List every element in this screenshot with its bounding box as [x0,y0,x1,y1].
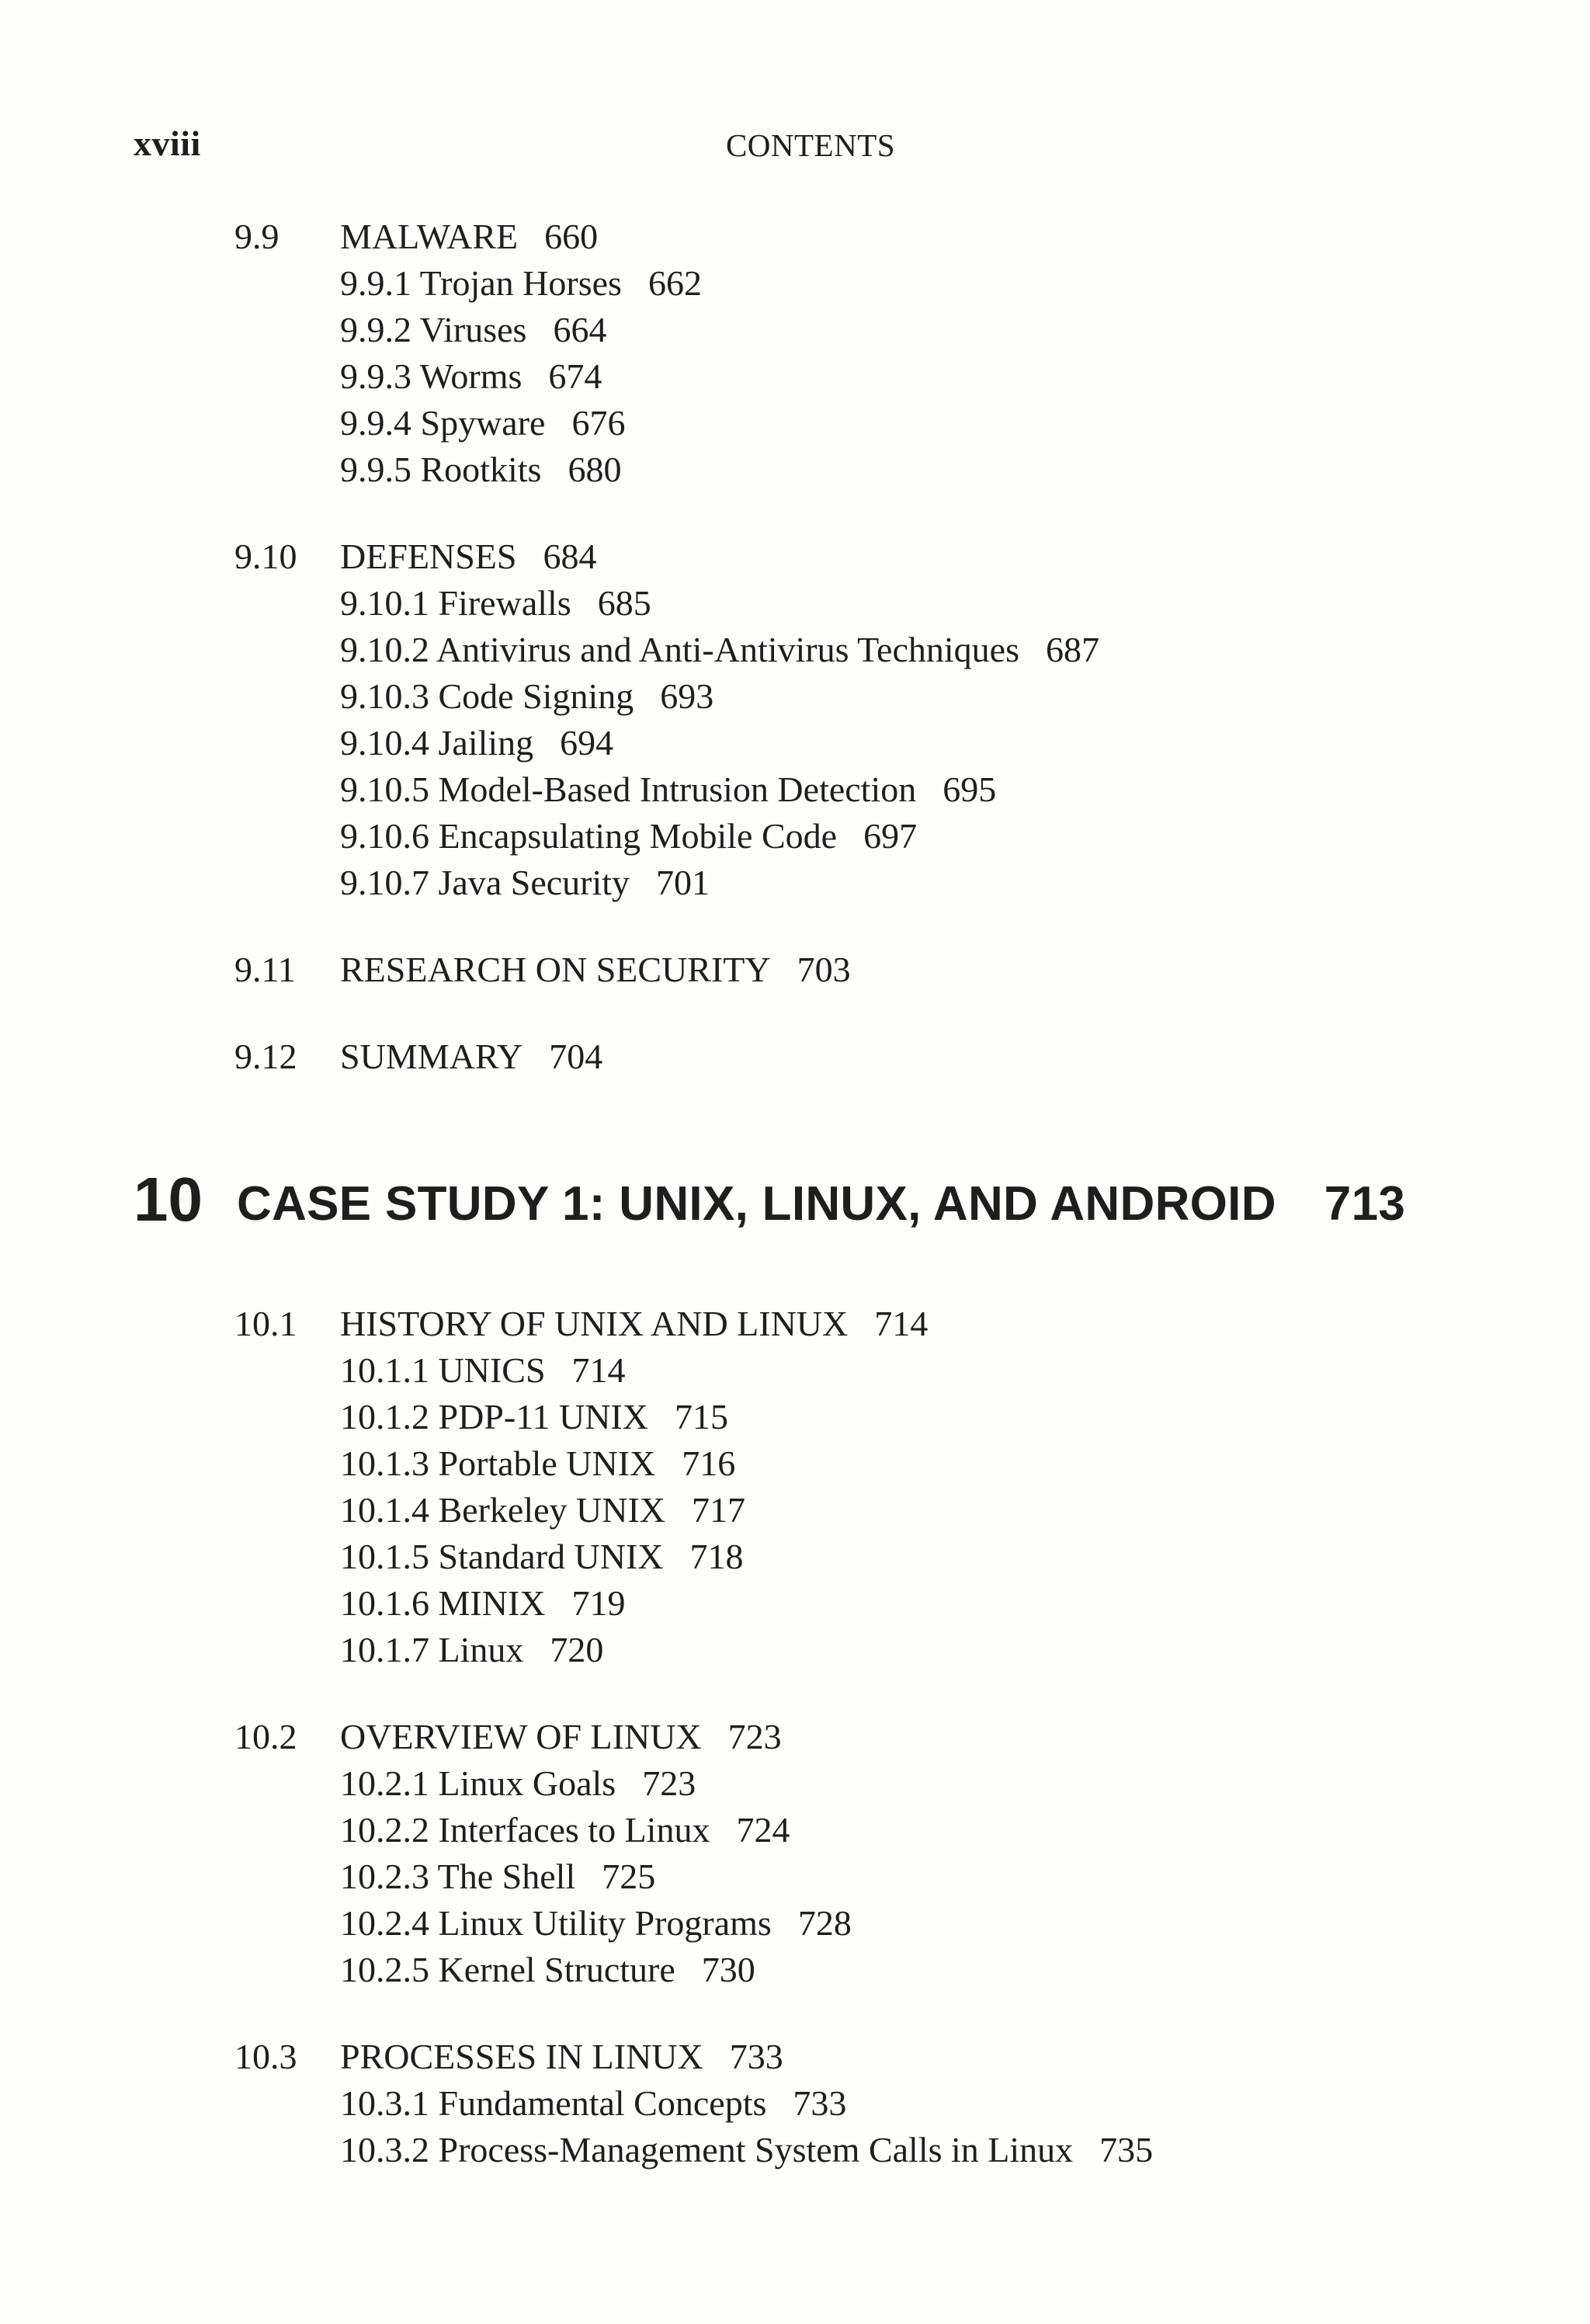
subsection-page: 719 [571,1583,626,1623]
section-row [0,1714,1590,1760]
subsection-title-text: 10.2.4 Linux Utility Programs [340,1903,772,1943]
subsection-title-text: 10.3.1 Fundamental Concepts [340,2083,767,2123]
subsection-title [340,1534,744,1580]
toc-section [0,533,1590,906]
toc-section [0,2034,1590,2173]
subsection-row [0,627,1590,673]
section-title-text: PROCESSES IN LINUX [340,2037,703,2076]
subsection-title-text: 9.9.2 Viruses [340,310,527,349]
subsection-title [340,353,602,400]
subsection-page: 724 [736,1810,790,1850]
chapter-title-text: CASE STUDY 1: UNIX, LINUX, AND ANDROID [237,1177,1276,1231]
section-title [340,214,598,260]
subsection-title [340,1440,735,1487]
section-title [340,533,596,580]
subsection-page: 674 [548,356,602,396]
subsection-title-text: 9.9.5 Rootkits [340,450,542,489]
chapter-page: 713 [1324,1177,1406,1231]
subsection-title [340,1760,696,1807]
section-title-text: RESEARCH ON SECURITY [340,950,771,989]
running-head [0,127,1590,164]
subsection-title-text: 10.2.5 Kernel Structure [340,1950,675,1989]
subsection-title-text: 10.1.4 Berkeley UNIX [340,1490,666,1530]
subsection-page: 676 [571,403,626,443]
toc-section [0,1033,1590,1080]
subsection-title [340,1947,755,1993]
subsection-page: 725 [602,1857,656,1896]
subsection-row [0,1394,1590,1440]
page-number: xviii [134,123,201,163]
subsection-title-text: 9.10.1 Firewalls [340,583,571,623]
subsection-page: 730 [701,1950,755,1989]
subsection-page: 718 [689,1537,744,1576]
subsection-title [340,580,651,627]
subsection-page: 701 [656,863,710,902]
subsection-page: 693 [660,676,714,716]
subsection-page: 680 [568,450,622,489]
subsection-title-text: 10.1.1 UNICS [340,1350,546,1390]
section-title [340,2034,783,2080]
section-number: 9.12 [234,1037,297,1076]
subsection-row [0,400,1590,446]
section-row [0,2034,1590,2080]
section-title [340,947,851,993]
subsection-row [0,1347,1590,1394]
subsection-row [0,673,1590,720]
section-title-text: OVERVIEW OF LINUX [340,1717,702,1756]
subsection-row [0,1853,1590,1900]
subsection-title [340,766,996,813]
section-page: 703 [797,950,851,989]
subsection-page: 716 [682,1443,736,1483]
subsection-row [0,260,1590,307]
subsection-title [340,1394,728,1440]
subsection-row [0,353,1590,400]
subsection-title [340,400,625,446]
section-title-text: DEFENSES [340,537,517,576]
subsection-title-text: 9.10.4 Jailing [340,723,534,763]
subsection-row [0,1580,1590,1627]
subsection-page: 687 [1046,630,1099,669]
subsection-title [340,307,606,353]
section-row [0,533,1590,580]
subsection-title-text: 10.1.5 Standard UNIX [340,1537,664,1576]
subsection-title-text: 9.10.6 Encapsulating Mobile Code [340,816,838,856]
section-number: 10.2 [234,1717,297,1756]
subsection-page: 735 [1099,2130,1154,2169]
section-page: 714 [874,1304,929,1343]
subsection-row [0,307,1590,353]
chapter-title [237,1169,1405,1239]
subsection-page: 728 [797,1903,852,1943]
section-row [0,947,1590,993]
subsection-page: 714 [571,1350,626,1390]
subsection-title-text: 10.3.2 Process-Management System Calls in Linux [340,2130,1074,2169]
subsection-title-text: 10.2.2 Interfaces to Linux [340,1810,710,1850]
subsection-row [0,766,1590,813]
subsection-page: 697 [863,816,918,856]
subsection-title-text: 9.9.3 Worms [340,356,522,396]
subsection-row [0,1760,1590,1807]
subsection-title-text: 9.10.3 Code Signing [340,676,634,716]
section-number: 9.10 [234,537,297,576]
subsection-row [0,446,1590,493]
subsection-title [340,2080,846,2127]
subsection-title-text: 9.10.5 Model-Based Intrusion Detection [340,769,917,809]
subsection-row [0,580,1590,627]
section-page: 733 [729,2037,783,2076]
subsection-title-text: 9.9.1 Trojan Horses [340,263,622,303]
subsection-row [0,1807,1590,1853]
subsection-title-text: 10.2.1 Linux Goals [340,1763,616,1803]
subsection-title-text: 9.10.7 Java Security [340,863,630,902]
subsection-row [0,1900,1590,1947]
chapter-number: 10 [134,1165,203,1234]
subsection-row [0,1487,1590,1534]
subsection-page: 664 [553,310,607,349]
toc-section [0,1714,1590,1993]
subsection-row [0,813,1590,860]
section-page: 704 [549,1037,603,1076]
subsection-title [340,860,710,906]
section-row [0,214,1590,260]
section-title-text: HISTORY OF UNIX AND LINUX [340,1304,849,1343]
chapter-heading [0,1165,1590,1235]
subsection-title [340,673,713,720]
subsection-page: 723 [642,1763,696,1803]
subsection-title [340,720,613,766]
subsection-page: 715 [674,1397,728,1436]
subsection-title [340,1580,625,1627]
subsection-page: 733 [793,2083,847,2123]
subsection-title-text: 10.1.2 PDP-11 UNIX [340,1397,648,1436]
subsection-title [340,1487,745,1534]
subsection-row [0,720,1590,766]
subsection-row [0,2127,1590,2173]
section-page: 723 [727,1717,782,1756]
section-title-text: SUMMARY [340,1037,523,1076]
section-title [340,1033,602,1080]
subsection-page: 662 [647,263,702,303]
section-row [0,1301,1590,1347]
running-head-text: CONTENTS [725,127,896,163]
section-row [0,1033,1590,1080]
section-page: 660 [544,217,599,256]
subsection-title [340,813,917,860]
section-number: 9.11 [234,950,296,989]
section-page: 684 [543,537,597,576]
subsection-row [0,1627,1590,1673]
subsection-title [340,260,702,307]
subsection-title-text: 10.1.6 MINIX [340,1583,546,1623]
section-number: 10.1 [234,1304,297,1343]
subsection-page: 695 [943,769,997,809]
section-title-text: MALWARE [340,217,519,256]
subsection-title-text: 9.9.4 Spyware [340,403,546,443]
subsection-title-text: 10.2.3 The Shell [340,1857,576,1896]
section-title [340,1714,782,1760]
subsection-title [340,1627,603,1673]
subsection-row [0,860,1590,906]
subsection-title [340,627,1099,673]
section-title [340,1301,928,1347]
toc-section [0,214,1590,493]
section-number: 9.9 [234,217,279,256]
subsection-title [340,2127,1153,2173]
subsection-title-text: 10.1.7 Linux [340,1630,524,1669]
section-number: 10.3 [234,2037,297,2076]
subsection-row [0,1947,1590,1993]
subsection-page: 694 [560,723,614,763]
subsection-title-text: 10.1.3 Portable UNIX [340,1443,656,1483]
toc-section [0,1301,1590,1673]
toc-block-before [0,214,1590,1080]
toc-section [0,947,1590,993]
subsection-row [0,2080,1590,2127]
subsection-row [0,1534,1590,1580]
subsection-row [0,1440,1590,1487]
subsection-page: 685 [597,583,651,623]
subsection-title [340,1807,790,1853]
subsection-page: 720 [550,1630,604,1669]
subsection-title [340,1900,852,1947]
toc-block-after [0,1301,1590,2173]
subsection-title-text: 9.10.2 Antivirus and Anti-Antivirus Techniques [340,630,1019,669]
subsection-page: 717 [692,1490,746,1530]
subsection-title [340,1347,626,1394]
subsection-title [340,1853,655,1900]
subsection-title [340,446,621,493]
